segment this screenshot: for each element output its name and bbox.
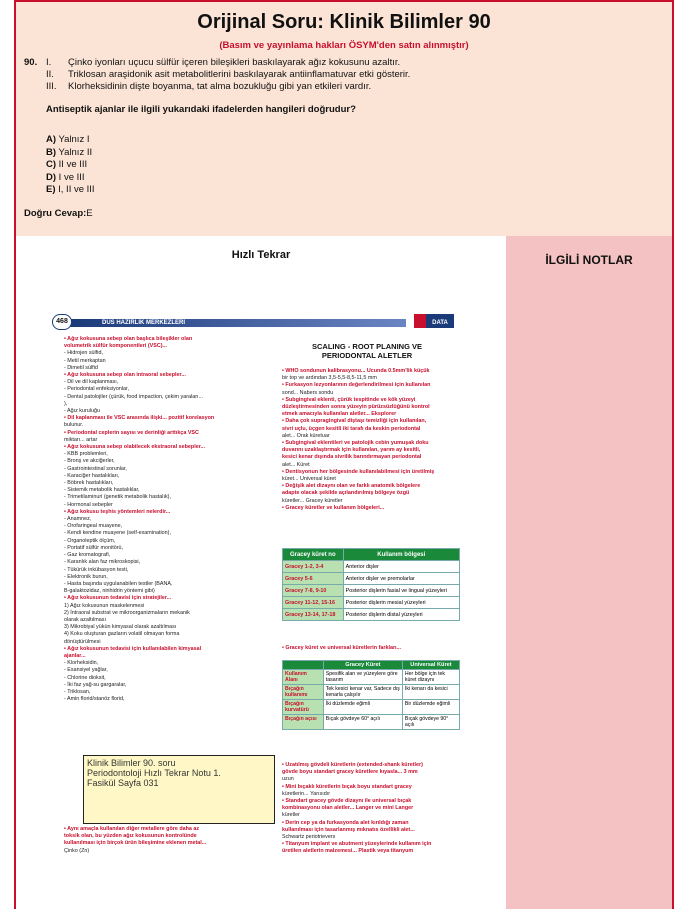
scan-text-line: küretlerin... Yarısıdır [282, 790, 331, 797]
scan-text-line: • Periodontal ceplerin sayısı ve derinliği arttıkça VSC [64, 429, 199, 436]
answer-label: Doğru Cevap: [24, 208, 87, 219]
scan-text-line: 2) İntraoral substrat ve mikroorganizmaların mekanik [64, 609, 190, 616]
scan-text-line: - Organoleptik ölçüm, [64, 537, 116, 544]
scan-text-line: adapte olacak şekilde açılandırılmış bölgeye özgü [282, 490, 410, 497]
table-header-row [283, 661, 460, 670]
answer-value: E [86, 208, 93, 219]
option-text: II ve III [58, 159, 88, 171]
scan-text-line: - Bronş ve akciğerler, [64, 458, 115, 465]
table-row [283, 670, 460, 685]
copyright-note: (Basım ve yayınlama hakları ÖSYM'den satın alınmıştır) [219, 40, 469, 51]
scan-text-line: alet... Küret [282, 461, 310, 468]
table-cell: Kullanım Alanı [283, 670, 324, 685]
roman-numeral: I. [46, 57, 52, 68]
table-row [283, 561, 460, 573]
table-cell: Bir düzlemde eğimli [402, 700, 459, 715]
scan-text-line: - Hidrojen sülfid, [64, 350, 103, 357]
table-cell: Gracey 7-8, 9-10 [283, 585, 344, 597]
scan-text-line: Çinko (Zn) [64, 847, 90, 854]
scan-text-line: uzun [282, 776, 294, 783]
scan-text-line: • Subgingival eklentileri ve patolojik cebin yumuşak doku [282, 440, 429, 447]
question-panel [16, 2, 672, 236]
source-line: Klinik Bilimler 90. soru [87, 758, 176, 768]
scan-text-line: - Dental patolojiler (çürük, food impaction, çekim yaraları... [64, 393, 204, 400]
scan-text-line: • Dentisyonun her bölgesinde kullanılabilmesi için üretilmiş [282, 468, 435, 475]
statement-text: Klorheksidinin dişte boyanma, tat alma bozukluğu gibi yan etkileri vardır. [68, 81, 372, 92]
scan-text-line: - Hasta başında uygulanabilen testler (BANA, [64, 580, 173, 587]
table-cell: Posterior dişlerin distal yüzeyleri [343, 609, 459, 621]
scan-text-line: - Gastrointestinal sorunlar, [64, 465, 127, 472]
scan-text-line: alet... Orak küretuar [282, 432, 330, 439]
table-cell: Tek kesici kenar var, Sadece dış kenarla çalışılır [323, 685, 402, 700]
scan-section-title [292, 342, 442, 360]
scan-right-column [282, 368, 482, 512]
scan-text-line: • Ağız kokusu teşhis yöntemleri nelerdir... [64, 508, 171, 515]
table-cell: İki düzlemde eğimli [323, 700, 402, 715]
option-a [46, 134, 95, 147]
table-cell: Gracey 1-2, 3-4 [283, 561, 344, 573]
comparison-table [282, 660, 460, 730]
table-header-cell [283, 661, 324, 670]
scan-text-line: • Uzatılmış gövdeli küretlerin (extended-shank küretler) [282, 762, 423, 768]
scan-text-line: duvarını uzaklaştırmak için kullanılan, yarım ay kesitli, [282, 447, 421, 454]
table-cell: İki kenarı da kesici [402, 685, 459, 700]
table-cell: Bıçak gövdeye 60° açılı [323, 715, 402, 730]
table-row [283, 685, 460, 700]
table-row [283, 700, 460, 715]
scan-text-line: düzleştirmesinden sonra yüzeyin pürüzsüzlüğünü kontrol [282, 404, 430, 411]
scan-text-line: kombinasyonu olan aletler... Langer ve mini Langer [282, 805, 414, 812]
table-cell: Anterior dişler [343, 561, 459, 573]
scan-text-line: üretilen aletlerin malzemesi... Plastik veya titanyum [282, 848, 414, 855]
scan-text-line: • Daha çok supragingival diştaşı temizliği için kullanılan, [282, 418, 427, 425]
table-cell: Posterior dişlerin mesial yüzeyleri [343, 597, 459, 609]
scan-text-line: - Portatif sülfür monitörü, [64, 544, 124, 551]
option-key: B) [46, 146, 57, 158]
scan-text-line: bir top ve ardından 3,5-5,5-8,5-11,5 mm [282, 375, 377, 382]
scan-text-line: • Gracey küretler ve kullanım bölgeleri... [282, 504, 385, 511]
table-row [283, 597, 460, 609]
scan-text-line: - Klorheksidin, [64, 660, 99, 667]
scan-text-line: • Furkasyon lezyonlarının değerlendirilmesi için kullanılan [282, 382, 431, 389]
scan-text-line: - Tükürük inkübasyon testi, [64, 566, 129, 573]
scan-text-line: dönüştürülmesi [64, 638, 101, 645]
scan-text-line: • Değişik alet dizaynı olan ve farklı anatomik bölgelere [282, 483, 421, 490]
option-key: E) [46, 184, 56, 196]
related-notes-title: İLGİLİ NOTLAR [545, 253, 633, 267]
scan-text-line: • Ağız kokusunun tedavisi için stratejiler... [64, 595, 172, 602]
source-reference-box [83, 755, 275, 824]
option-text: Yalnız II [58, 146, 93, 158]
table-cell: Bıçağın açısı [283, 715, 324, 730]
scan-text-line: • Dil kaplanması ile VSC arasında ilişki... pozitif korelasyon [64, 415, 215, 422]
scan-text-line: ), [64, 400, 68, 407]
mid-line-text: • Gracey küret ve universal küretlerin farkları... [282, 645, 402, 651]
option-c [46, 159, 95, 172]
scan-text-line: • Derin cep ya da furkasyonda alet kırıldığı zaman [282, 819, 409, 826]
scan-text-line: etmek amacıyla kullanılan aletler... Eksplorer [282, 411, 397, 418]
scan-text-line: • Aynı amaçla kullanılan diğer metallere göre daha az [64, 826, 200, 832]
scan-text-line: sivri uçlu, üçgen kesitli iki tarafı da keskin periodontal [282, 425, 421, 432]
scan-text-line: - Trimetilaminuri (genetik metabolik hastalık), [64, 494, 171, 501]
scan-text-line: bulunur. [64, 422, 84, 429]
scan-text-line: • Ağız kokusuna sebep olabilecek ekstraoral sebepler... [64, 444, 206, 451]
statement-text: Çinko iyonları uçucu sülfür içeren bileşikleri baskılayarak ağız kokusunu azaltır. [68, 57, 401, 68]
table-row [283, 585, 460, 597]
scan-text-line: 4) Koku oluşturan gazların volatil olmayan forma [64, 631, 180, 638]
scan-text-line: - Karaciğer hastalıkları, [64, 472, 120, 479]
table-header-cell: Gracey Küret [323, 661, 402, 670]
source-line: Fasikül Sayfa 031 [87, 778, 159, 788]
table-cell: Spesifik alan ve yüzeylere göre tasarım [323, 670, 402, 685]
scan-page-number: 468 [52, 314, 72, 330]
scan-text-line: ajanlar... [64, 652, 86, 659]
scan-left-column [64, 336, 269, 703]
table-header-cell: Universal Küret [402, 661, 459, 670]
scan-text-line: - Hormonal sebepler [64, 501, 113, 508]
option-text: I, II ve III [58, 184, 95, 196]
scan-title-line: PERIODONTAL ALETLER [321, 351, 413, 360]
option-b [46, 147, 95, 160]
scan-text-line: kullanılması için birçok ürün bileşimine eklenen metal... [64, 840, 207, 847]
gracey-table [282, 548, 460, 621]
quick-review-title: Hızlı Tekrar [231, 249, 291, 261]
table-row [283, 609, 460, 621]
statement-text: Triklosan araşidonik asit metabolitlerini baskılayarak antiinflamatuvar etki gösterir. [68, 69, 411, 80]
scan-mid-line [282, 645, 482, 652]
scan-text-line: - İki faz yağ-su gargaralar, [64, 681, 127, 688]
scan-text-line: miktarı... artar [64, 436, 98, 443]
scan-text-line: Schwartz periotrievers [282, 834, 336, 841]
scan-text-line: - KBB problemleri, [64, 451, 108, 458]
scan-text-line: kesici kenar dışında sivrilik barındırmayan periodontal [282, 454, 422, 461]
scan-text-line: - Dimetil sülfid [64, 364, 98, 371]
scan-text-line: • Titanyum implant ve abutment yüzeylerinde kullanım için [282, 841, 432, 848]
scan-text-line: - Anamnez, [64, 516, 92, 523]
table-cell: Posterior dişlerin fasial ve lingual yüzeyleri [343, 585, 459, 597]
scan-text-line: - Karanlık alan faz mikroskopisi, [64, 559, 141, 566]
table-header-cell: Gracey küret no [283, 549, 344, 561]
scan-header-text: DUS HAZIRLIK MERKEZLERİ [102, 320, 185, 326]
table-cell: Gracey 11-12, 15-16 [283, 597, 344, 609]
scan-text-line: küret... Universal küret [282, 476, 336, 483]
table-cell: Bıçağın kurvatürü [283, 700, 324, 715]
page-frame [14, 0, 674, 909]
scan-text-line: - Ağız kuruluğu [64, 408, 100, 415]
correct-answer [24, 208, 93, 219]
scan-text-line: 3) Mikrobiyal yükün kimyasal olarak azaltılması [64, 624, 177, 631]
scan-text-line: kullanılması için tasarlanmış mıknatıs özellikli alet... [282, 826, 415, 833]
source-line: Periodontoloji Hızlı Tekrar Notu 1. [87, 768, 221, 778]
scan-text-line: • Ağız kokusunun tedavisi için kullanılabilen kimyasal [64, 645, 202, 652]
scan-text-line: - Dil ve dil kaplanması, [64, 379, 119, 386]
option-key: A) [46, 134, 57, 145]
scan-text-line: - Kendi kendine muayene (self-examination), [64, 530, 171, 537]
table-cell: Bıçağın kullanımı [283, 685, 324, 700]
option-key: D) [46, 171, 57, 183]
table-cell: Gracey 5-6 [283, 573, 344, 585]
option-key: C) [46, 159, 57, 171]
scan-text-line: • Ağız kokusuna sebep olan intraoral sebepler... [64, 372, 186, 379]
answer-options [46, 134, 95, 197]
option-text: Yalnız I [58, 134, 90, 145]
textbook-page-scan [52, 288, 484, 909]
table-cell: Anterior dişler ve premolarlar [343, 573, 459, 585]
statement-3 [24, 81, 410, 93]
page-title: Orijinal Soru: Klinik Bilimler 90 [197, 11, 491, 33]
scan-text-line: sond... Nabers sondu [282, 389, 334, 396]
scan-text-line: - Esansiyel yağlar, [64, 667, 108, 674]
scan-text-line: 1) Ağız kokusunun maskelenmesi [64, 602, 145, 609]
scan-text-line: - Sistemik metabolik hastalıklar, [64, 487, 140, 494]
scan-text-line: - Chlorine dioksit, [64, 674, 106, 681]
question-stem: Antiseptik ajanlar ile ilgili yukarıdaki ifadelerden hangileri doğrudur? [46, 104, 356, 115]
table-cell: Her bölge için tek küret dizaynı [402, 670, 459, 685]
statement-1 [24, 57, 410, 69]
scan-text-line: - Triklosan, [64, 688, 91, 695]
scan-text-line: • Mini bıçaklı küretlerin bıçak boyu standart gracey [282, 783, 412, 790]
scan-text-line: olarak azaltılması [64, 616, 106, 623]
statement-2 [24, 69, 410, 81]
scan-text-line: toksik olan, bu yüzden ağız kokusunun kontrolünde [64, 833, 197, 840]
option-text: I ve III [58, 171, 85, 183]
scan-text-line: • WHO sondunun kalibrasyonu... Ucunda 0.5mm'lik küçük [282, 368, 430, 374]
scan-text-line: küretler... Gracey küretler [282, 497, 343, 504]
scan-text-line: - Böbrek hastalıkları, [64, 480, 114, 487]
scan-text-line: küretler [282, 812, 300, 819]
scan-text-line: gövde boyu standart gracey küretlere kıyasla... 3 mm [282, 769, 418, 776]
scan-text-line: • Subgingival eklenti, çürük tespitinde ve kök yüzeyi [282, 396, 416, 403]
scan-text-line: - Elektronik burun, [64, 573, 108, 580]
table-row [283, 715, 460, 730]
scan-text-line: - Gaz kromatografi, [64, 552, 111, 559]
option-e [46, 184, 95, 197]
related-notes-pane [506, 236, 672, 909]
scan-text-line: - Amin florid/stanöz florid, [64, 696, 125, 703]
logo-text: DATA [432, 320, 448, 326]
scan-text-line: volumetrik sülfür komponentleri (VSC)... [64, 343, 168, 350]
scan-text-line: B-galaktozidaz, ninhidrin yöntemi gibi) [64, 588, 155, 595]
roman-numeral: II. [46, 69, 54, 80]
scan-text-line: - Orofaringeal muayene, [64, 523, 123, 530]
scan-title-line: SCALING - ROOT PLANING VE [311, 342, 422, 351]
table-row [283, 573, 460, 585]
scan-left-tail [64, 826, 269, 855]
scan-text-line: - Periodontal enfeksiyonlar, [64, 386, 130, 393]
question-number: 90. [24, 57, 38, 68]
quick-review-pane [16, 236, 506, 909]
scan-text-line: • Standart gracey gövde dizaynı ile universal bıçak [282, 798, 412, 805]
scan-text-line: - Metil merkaptan [64, 357, 106, 364]
roman-numeral: III. [46, 81, 57, 92]
option-d [46, 172, 95, 185]
question-statements [24, 57, 410, 93]
scan-text-line: • Ağız kokusuna sebep olan başlıca bileşikler olan [64, 336, 193, 342]
table-cell: Bıçak gövdeye 90° açılı [402, 715, 459, 730]
scan-right-tail [282, 762, 482, 856]
table-cell: Gracey 13-14, 17-18 [283, 609, 344, 621]
publisher-logo-icon [414, 312, 454, 330]
table-header-row [283, 549, 460, 561]
table-header-cell: Kullanım bölgesi [343, 549, 459, 561]
